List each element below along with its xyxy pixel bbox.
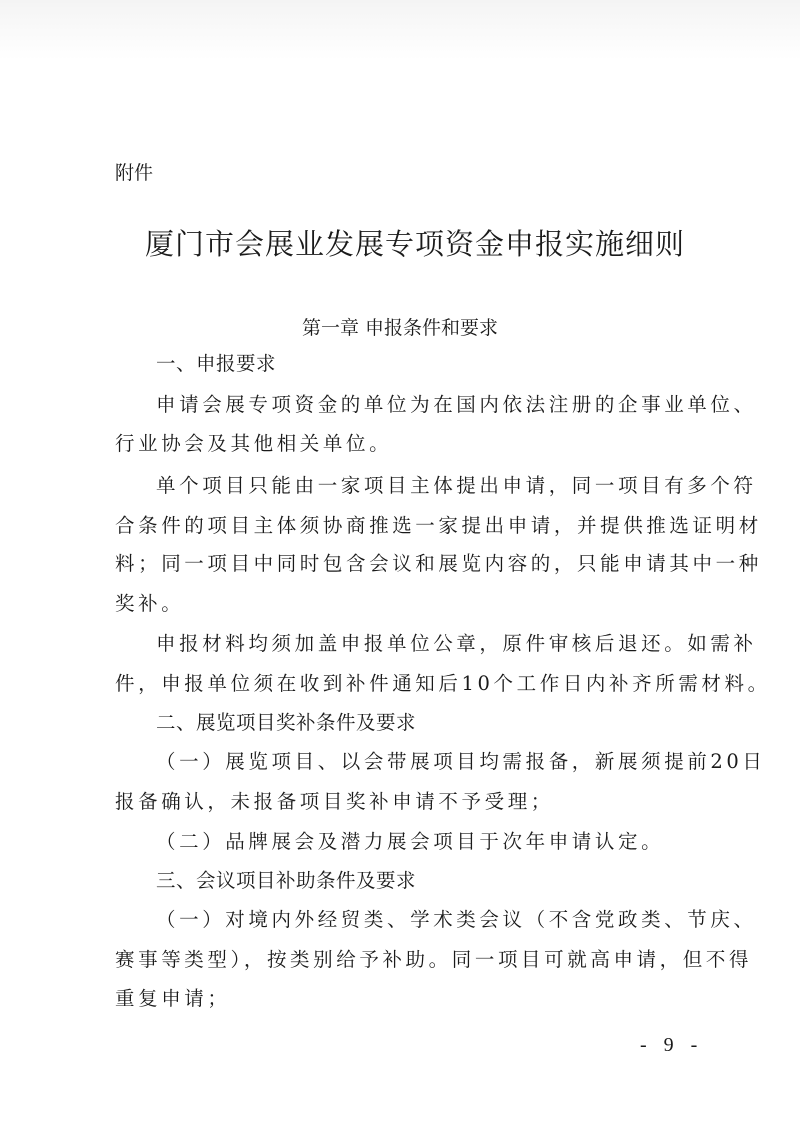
page-number: - 9 - — [640, 1034, 704, 1056]
paragraph-line: 重复申请； — [115, 987, 231, 1010]
section-heading: 一、申报要求 — [156, 352, 277, 375]
paragraph-line: （二）品牌展会及潜力展会项目于次年申请认定。 — [156, 830, 665, 853]
paragraph-line: 奖补。 — [115, 592, 185, 615]
paragraph-line: 申请会展专项资金的单位为在国内依法注册的企事业单位、 — [156, 393, 757, 416]
scan-shadow — [0, 0, 800, 60]
paragraph-line: （一）展览项目、以会带展项目均需报备，新展须提前20日 — [156, 750, 766, 773]
document-title: 厦门市会展业发展专项资金申报实施细则 — [145, 227, 686, 261]
paragraph-line: 单个项目只能由一家项目主体提出申请，同一项目有多个符 — [156, 474, 757, 497]
section-heading: 三、会议项目补助条件及要求 — [156, 869, 417, 892]
paragraph-line: 料；同一项目中同时包含会议和展览内容的，只能申请其中一种 — [115, 552, 762, 575]
paragraph-line: 件，申报单位须在收到补件通知后10个工作日内补齐所需材料。 — [115, 672, 771, 695]
paragraph-line: 行业协会及其他相关单位。 — [115, 432, 393, 455]
paragraph-line: 赛事等类型），按类别给予补助。同一项目可就高申请，但不得 — [115, 948, 753, 971]
paragraph-line: （一）对境内外经贸类、学术类会议（不含党政类、节庆、 — [156, 908, 757, 931]
paragraph-line: 报备确认，未报备项目奖补申请不予受理； — [115, 790, 554, 813]
paragraph-line: 申报材料均须加盖申报单位公章，原件审核后退还。如需补 — [156, 632, 757, 655]
paragraph-line: 合条件的项目主体须协商推选一家提出申请，并提供推选证明材 — [115, 514, 762, 537]
attachment-label: 附件 — [115, 162, 154, 184]
chapter-heading: 第一章 申报条件和要求 — [301, 317, 499, 339]
section-heading: 二、展览项目奖补条件及要求 — [156, 711, 417, 734]
